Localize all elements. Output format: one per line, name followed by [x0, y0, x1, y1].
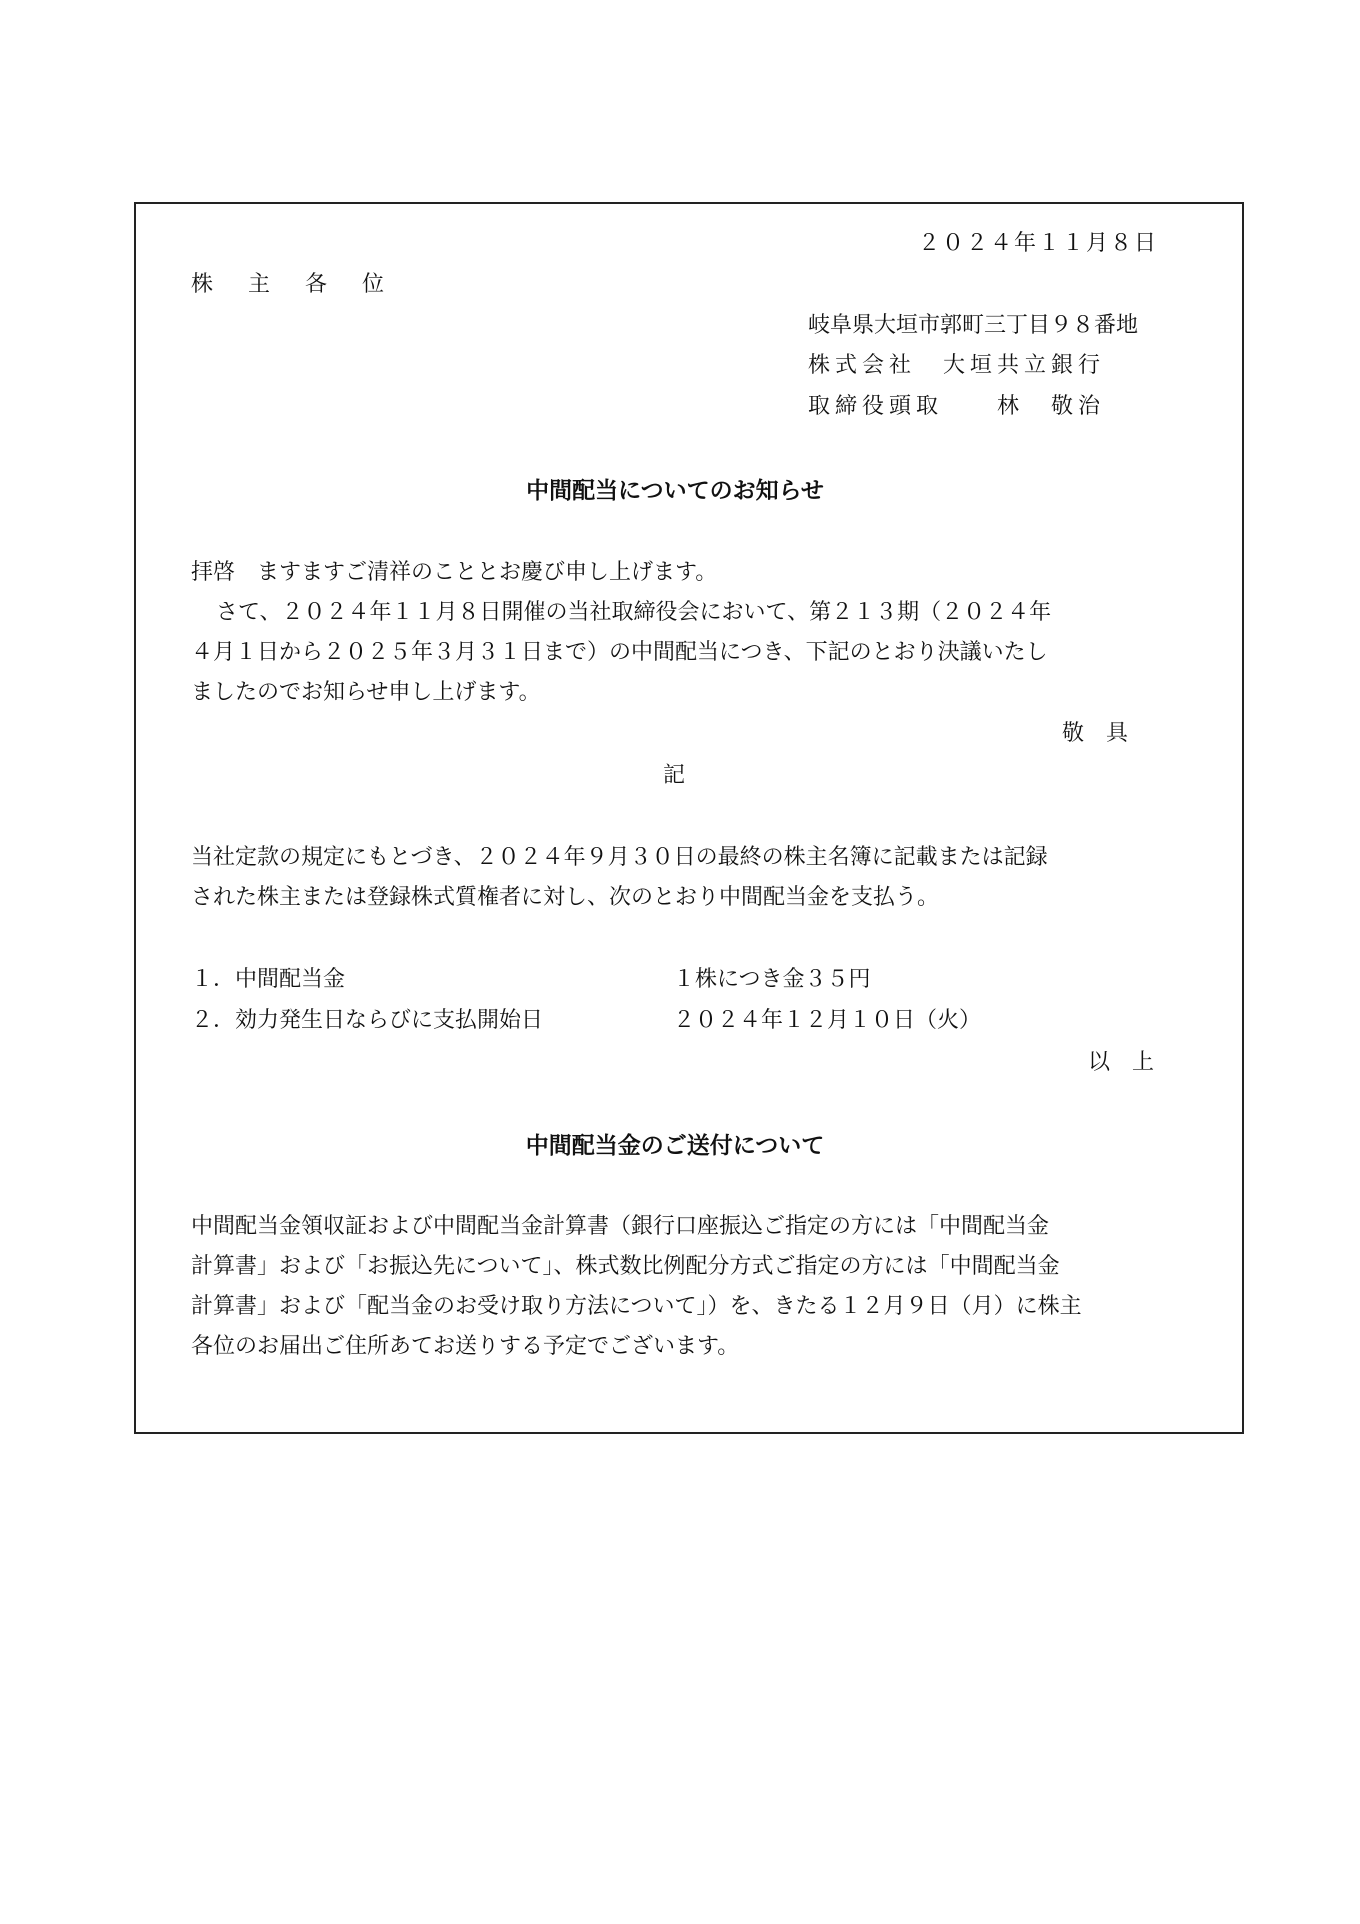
shipping-line: 計算書」および「配当金のお受け取り方法について」）を、きたる１２月９日（月）に株主 — [191, 1294, 1082, 1319]
greeting: 拝啓 ますますご清祥のこととお慶び申し上げます。 — [191, 560, 718, 585]
sender-address: 岐阜県大垣市郭町三丁目９８番地 — [808, 313, 1139, 338]
item-value: ２０２４年１２月１０日（火） — [673, 1008, 982, 1033]
body-line: さて、２０２４年１１月８日開催の当社取締役会において、第２１３期（２０２４年 — [216, 600, 1052, 625]
item-label: ２．効力発生日ならびに支払開始日 — [191, 1008, 544, 1033]
sender-company: 株式会社 大垣共立銀行 — [808, 353, 1106, 378]
shipping-line: 計算書」および「お振込先について」、株式数比例配分方式ご指定の方には「中間配当金 — [191, 1254, 1060, 1279]
statement-line: された株主または登録株式質権者に対し、次のとおり中間配当金を支払う。 — [191, 885, 940, 910]
closing-ijou: 以 上 — [1088, 1050, 1155, 1075]
sender-representative: 取締役頭取 林 敬治 — [808, 394, 1106, 419]
addressee: 株 主 各 位 — [191, 272, 398, 297]
item-label: １．中間配当金 — [191, 967, 346, 992]
ki-marker: 記 — [663, 763, 686, 788]
shipping-title: 中間配当金のご送付について — [525, 1133, 825, 1159]
statement-line: 当社定款の規定にもとづき、２０２４年９月３０日の最終の株主名簿に記載または記録 — [191, 845, 1048, 870]
body-line: ましたのでお知らせ申し上げます。 — [191, 680, 541, 705]
shipping-line: 各位のお届出ご住所あてお送りする予定でございます。 — [191, 1334, 740, 1359]
shipping-line: 中間配当金領収証および中間配当金計算書（銀行口座振込ご指定の方には「中間配当金 — [191, 1214, 1050, 1239]
closing-keigu: 敬 具 — [1062, 721, 1129, 746]
item-value: １株につき金３５円 — [673, 967, 871, 992]
body-line: ４月１日から２０２５年３月３１日まで）の中間配当につき、下記のとおり決議いたし — [191, 640, 1048, 665]
document-date: ２０２４年１１月８日 — [917, 231, 1158, 256]
document-frame — [134, 202, 1244, 1434]
notice-title: 中間配当についてのお知らせ — [526, 478, 824, 504]
